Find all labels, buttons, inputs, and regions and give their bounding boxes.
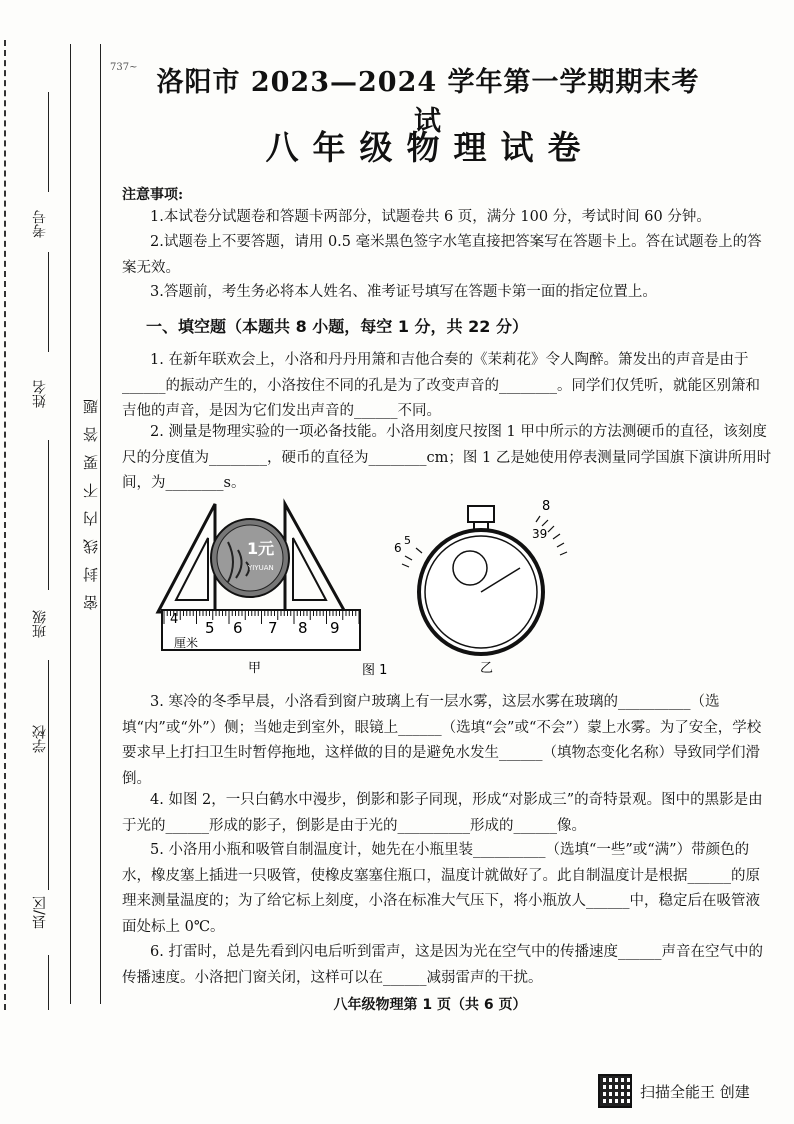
figure-1 — [150, 492, 570, 678]
blank-exam-number-2 — [48, 252, 49, 352]
watch-label-39: 39 — [532, 527, 548, 541]
binding-cut-line — [4, 40, 12, 1010]
exam-title: 洛阳市 2023—2024 学年第一学期期末考试 — [156, 67, 700, 137]
notice-item-3: 3.答题前，考生务必将本人姓名、准考证号填写在答题卡第一面的指定位置上。 — [150, 284, 657, 300]
figure-caption: 图 1 — [362, 663, 388, 678]
blank-school[interactable] — [48, 780, 49, 890]
question-4: 4. 如图 2，一只白鹤水中漫步，倒影和影子同现，形成“对影成三”的奇特景观。图中的黑影是由于光的______形成的影子，倒影是由于光的__________形成的______像。 — [122, 792, 763, 834]
question-6: 6. 打雷时，总是先看到闪电后听到雷声，这是因为光在空气中的传播速度______声音在空气中的传播速度。小洛把门窗关闭，这样可以在______减弱雷声的干扰。 — [122, 944, 763, 986]
section-title: 一、填空题（本题共 8 小题，每空 1 分，共 22 分） — [146, 317, 528, 336]
question-2: 2. 测量是物理实验的一项必备技能。小洛用刻度尺按图 1 甲中所示的方法测硬币的直径，该刻度尺的分度值为________，硬币的直径为________cm；图 1 乙是她使用停表测量同学国旗下演讲所用时间，为________s。 — [122, 424, 772, 491]
notice-heading: 注意事项: — [122, 187, 184, 203]
figure-yi-stopwatch — [394, 499, 567, 676]
notice-item-1: 1.本试卷分试题卷和答题卡两部分，试题卷共 6 页，满分 100 分，考试时间 60 分钟。 — [150, 209, 711, 225]
seal-notice: 密封线内不要答题 — [82, 386, 100, 610]
label-school: 学校 — [32, 725, 48, 753]
ruler-unit: 厘米 — [174, 636, 199, 650]
figure-jia — [158, 504, 360, 676]
watch-label-8: 8 — [542, 499, 551, 514]
coin-value: 1元 — [247, 539, 275, 558]
ruler-tick-6: 6 — [233, 619, 243, 637]
watch-label-6: 6 — [394, 541, 402, 555]
binding-line-outer — [70, 44, 71, 1004]
left-triangle — [158, 504, 215, 612]
label-name: 姓名 — [32, 380, 48, 408]
blank-exam-number[interactable] — [48, 92, 49, 192]
question-1: 1. 在新年联欢会上，小洛和丹丹用箫和吉他合奏的《茉莉花》令人陶醉。箫发出的声音是由于______的振动产生的，小洛按住不同的孔是为了改变声音的________。同学们仅凭听，就能区别箫和吉他的声音，是因为它们发出声音的______不同。 — [122, 352, 760, 419]
ruler-tick-7: 7 — [268, 619, 278, 637]
blank-name[interactable] — [48, 440, 49, 590]
scanner-watermark — [598, 1074, 750, 1108]
coin-text: YIYUAN — [248, 564, 274, 572]
question-5: 5. 小洛用小瓶和吸管自制温度计，她先在小瓶里装__________（选填“一些”或“满”）带颜色的水，橡皮塞上插进一只吸管，使橡皮塞塞住瓶口，温度计就做好了。此自制温度计是根据______的原理来测量温度的；为了给它标上刻度，小洛在标准大气压下，将小瓶放人______中，稳定后在吸管液面处标上 0℃。 — [122, 842, 760, 935]
label-district: 县/区 — [32, 896, 48, 929]
label-exam-number: 考号 — [32, 210, 48, 238]
page-footer: 八年级物理第 1 页（共 6 页） — [333, 997, 527, 1013]
label-jia: 甲 — [248, 661, 262, 676]
corner-mark: 737~ — [110, 62, 138, 73]
ruler-tick-4: 4 — [170, 612, 179, 627]
scanner-brand: 扫描全能王 创建 — [640, 1082, 750, 1101]
label-class: 班级 — [32, 610, 48, 638]
watch-label-5: 5 — [404, 534, 411, 547]
paper-title: 八年级物理试卷 — [265, 128, 595, 167]
ruler-tick-8: 8 — [298, 619, 308, 637]
label-yi: 乙 — [480, 661, 494, 676]
stopwatch-crown — [468, 506, 494, 522]
question-3: 3. 寒冷的冬季早晨，小洛看到窗户玻璃上有一层水雾，这层水雾在玻璃的__________（选填“内”或“外”）侧；当她走到室外，眼镜上______（选填“会”或“不会”）蒙上水雾。为了安全，学校要求早上打扫卫生时暂停拖地，这样做的目的是避免水发生______（填物态变化名称）导致同学们滑倒。 — [122, 694, 762, 787]
blank-district[interactable] — [48, 955, 49, 1010]
notice-item-2: 2.试题卷上不要答题，请用 0.5 毫米黑色签字水笔直接把答案写在答题卡上。答在试题卷上的答案无效。 — [122, 234, 762, 276]
ruler-tick-9: 9 — [330, 619, 340, 637]
qr-code-icon — [598, 1074, 632, 1108]
ruler-tick-5: 5 — [205, 619, 215, 637]
